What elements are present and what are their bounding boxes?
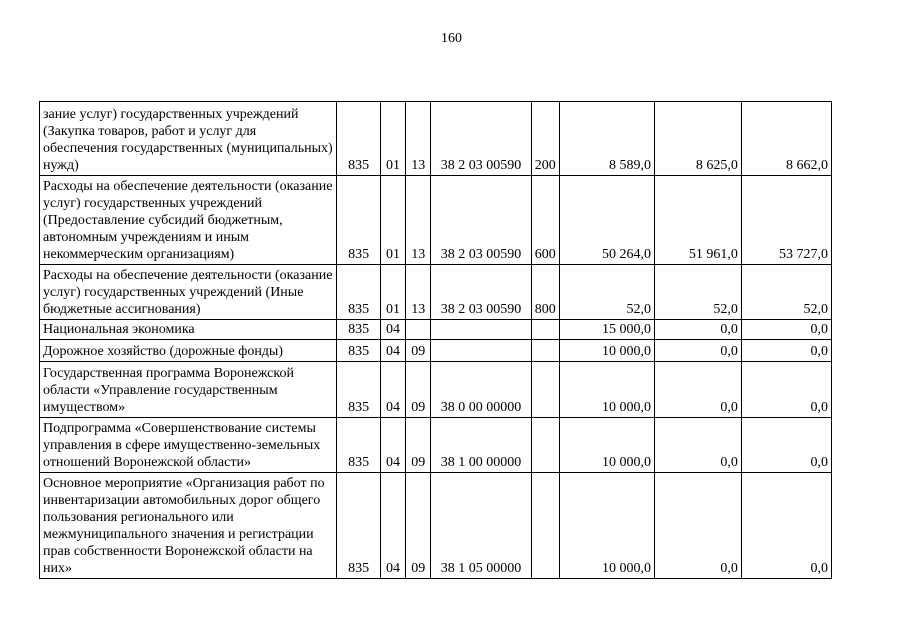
subsection-code: 09 [406,473,431,579]
section-code: 04 [380,320,405,340]
amount-year-1: 15 000,0 [559,320,654,340]
amount-year-3: 0,0 [741,362,831,418]
row-description: Расходы на обеспечение деятельности (оказание услуг) государственных учреждений (Предоставление субсидий бюджетным, автономным учреждениям и иным некоммерческим организациям) [40,176,337,265]
target-article-code: 38 1 00 00000 [431,418,531,473]
amount-year-1: 10 000,0 [559,362,654,418]
subsection-code: 09 [406,418,431,473]
section-code: 04 [380,340,405,362]
subsection-code: 09 [406,362,431,418]
table-row [40,473,832,579]
row-description: Национальная экономика [40,320,337,340]
section-code: 01 [380,176,405,265]
section-code: 04 [380,473,405,579]
section-code: 01 [380,102,405,176]
amount-year-2: 8 625,0 [654,102,741,176]
target-article-code: 38 0 00 00000 [431,362,531,418]
expense-type-code: 200 [531,102,559,176]
amount-year-1: 10 000,0 [559,418,654,473]
subsection-code: 13 [406,102,431,176]
amount-year-3: 52,0 [741,265,831,320]
ministry-code: 835 [337,265,380,320]
amount-year-2: 0,0 [654,418,741,473]
row-description: Основное мероприятие «Организация работ по инвентаризации автомобильных дорог общего пользования регионального или межмуниципального значения и регистрации прав собственности Воронежской области на них» [40,473,337,579]
subsection-code: 13 [406,265,431,320]
table-body [40,102,832,579]
expense-type-code: 800 [531,265,559,320]
table-row [40,362,832,418]
amount-year-3: 0,0 [741,340,831,362]
amount-year-2: 0,0 [654,320,741,340]
target-article-code [431,340,531,362]
section-code: 04 [380,418,405,473]
table-row [40,340,832,362]
amount-year-1: 10 000,0 [559,473,654,579]
target-article-code [431,320,531,340]
amount-year-1: 10 000,0 [559,340,654,362]
target-article-code: 38 2 03 00590 [431,176,531,265]
ministry-code: 835 [337,320,380,340]
amount-year-1: 8 589,0 [559,102,654,176]
amount-year-3: 0,0 [741,320,831,340]
subsection-code: 09 [406,340,431,362]
amount-year-2: 0,0 [654,473,741,579]
target-article-code: 38 2 03 00590 [431,102,531,176]
section-code: 01 [380,265,405,320]
expense-type-code [531,320,559,340]
row-description: Государственная программа Воронежской области «Управление государственным имуществом» [40,362,337,418]
amount-year-2: 0,0 [654,340,741,362]
expense-type-code [531,340,559,362]
table-row [40,320,832,340]
ministry-code: 835 [337,418,380,473]
section-code: 04 [380,362,405,418]
ministry-code: 835 [337,340,380,362]
row-description: Подпрограмма «Совершенствование системы управления в сфере имущественно-земельных отношений Воронежской области» [40,418,337,473]
amount-year-1: 52,0 [559,265,654,320]
ministry-code: 835 [337,362,380,418]
target-article-code: 38 1 05 00000 [431,473,531,579]
amount-year-2: 51 961,0 [654,176,741,265]
amount-year-1: 50 264,0 [559,176,654,265]
amount-year-2: 52,0 [654,265,741,320]
expense-type-code [531,473,559,579]
amount-year-3: 0,0 [741,418,831,473]
target-article-code: 38 2 03 00590 [431,265,531,320]
amount-year-3: 53 727,0 [741,176,831,265]
page-number: 160 [441,31,462,46]
expense-type-code: 600 [531,176,559,265]
table-row [40,176,832,265]
table-row [40,418,832,473]
row-description: Расходы на обеспечение деятельности (оказание услуг) государственных учреждений (Иные бюджетные ассигнования) [40,265,337,320]
amount-year-3: 0,0 [741,473,831,579]
row-description: зание услуг) государственных учреждений (Закупка товаров, работ и услуг для обеспечения государственных (муниципальных) нужд) [40,102,337,176]
ministry-code: 835 [337,176,380,265]
ministry-code: 835 [337,473,380,579]
budget-table [39,101,832,579]
amount-year-3: 8 662,0 [741,102,831,176]
subsection-code [406,320,431,340]
amount-year-2: 0,0 [654,362,741,418]
subsection-code: 13 [406,176,431,265]
expense-type-code [531,362,559,418]
table-row [40,102,832,176]
expense-type-code [531,418,559,473]
table-row [40,265,832,320]
ministry-code: 835 [337,102,380,176]
row-description: Дорожное хозяйство (дорожные фонды) [40,340,337,362]
